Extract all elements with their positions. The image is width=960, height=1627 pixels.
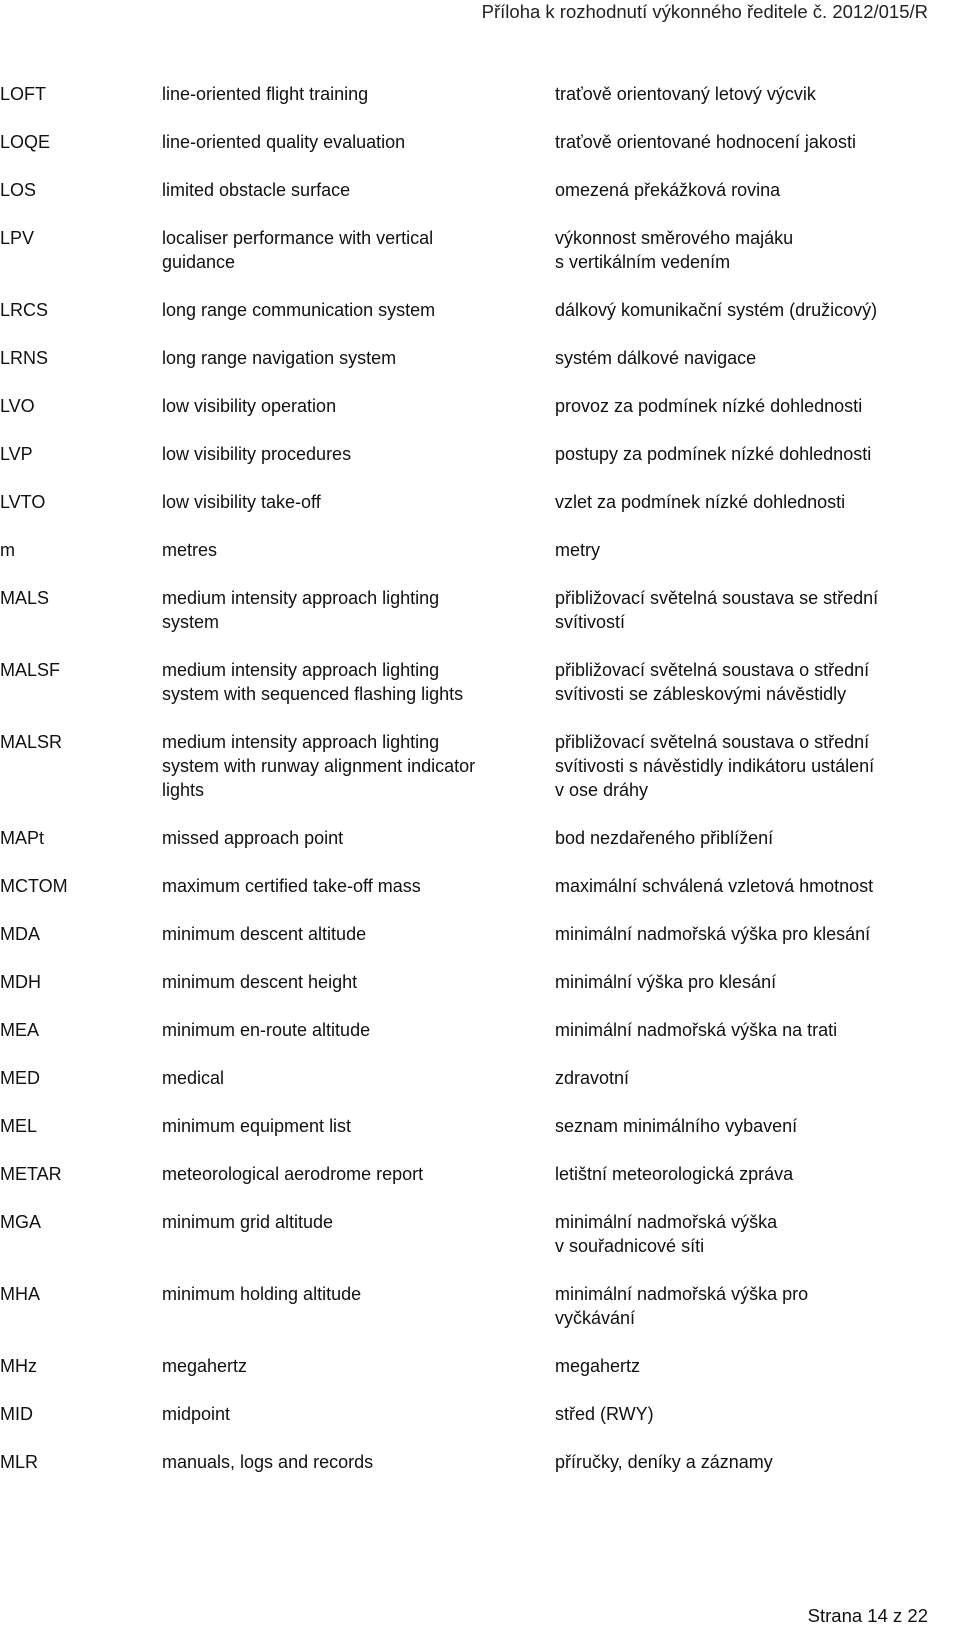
- table-row: [0, 1282, 960, 1354]
- english-term-cell: localiser performance with vertical guidance: [162, 228, 434, 272]
- english-term-cell: medium intensity approach lighting system with sequenced flashing lights: [162, 660, 464, 704]
- abbreviation-cell: MID: [0, 1404, 33, 1424]
- abbreviation-cell: MHz: [0, 1356, 37, 1376]
- czech-term-cell: bod nezdařeného přiblížení: [555, 828, 774, 848]
- table-row: [0, 490, 960, 538]
- table-row: [0, 874, 960, 922]
- table-row: [0, 298, 960, 346]
- abbreviation-cell: MLR: [0, 1452, 39, 1472]
- abbreviation-cell: LVP: [0, 444, 33, 464]
- abbreviation-cell: LPV: [0, 228, 35, 248]
- czech-term-cell: omezená překážková rovina: [555, 180, 781, 200]
- abbreviation-cell: MGA: [0, 1212, 42, 1232]
- abbreviation-cell: MDH: [0, 972, 41, 992]
- abbreviation-cell: MALS: [0, 588, 50, 608]
- english-term-cell: long range communication system: [162, 300, 436, 320]
- abbreviation-table: [0, 82, 960, 1498]
- english-term-cell: metres: [162, 540, 218, 560]
- table-row: [0, 1210, 960, 1282]
- czech-term-cell: výkonnost směrového majáku s vertikálním vedením: [555, 228, 794, 272]
- czech-term-cell: minimální nadmořská výška v souřadnicové síti: [555, 1212, 778, 1256]
- abbreviation-cell: MAPt: [0, 828, 45, 848]
- english-term-cell: medium intensity approach lighting system with runway alignment indicator lights: [162, 732, 476, 800]
- english-term-cell: minimum descent height: [162, 972, 358, 992]
- page-footer: Strana 14 z 22: [807, 1605, 928, 1626]
- abbreviation-cell: MCTOM: [0, 876, 68, 896]
- table-row: [0, 730, 960, 826]
- czech-term-cell: postupy za podmínek nízké dohlednosti: [555, 444, 872, 464]
- czech-term-cell: minimální výška pro klesání: [555, 972, 777, 992]
- czech-term-cell: metry: [555, 540, 600, 560]
- czech-term-cell: přibližovací světelná soustava o střední svítivosti se zábleskovými návěstidly: [555, 660, 870, 704]
- abbreviation-cell: LRCS: [0, 300, 49, 320]
- table-row: [0, 970, 960, 1018]
- english-term-cell: minimum grid altitude: [162, 1212, 334, 1232]
- czech-term-cell: dálkový komunikační systém (družicový): [555, 300, 878, 320]
- czech-term-cell: provoz za podmínek nízké dohlednosti: [555, 396, 863, 416]
- english-term-cell: limited obstacle surface: [162, 180, 351, 200]
- english-term-cell: minimum equipment list: [162, 1116, 352, 1136]
- abbreviation-cell: MEA: [0, 1020, 40, 1040]
- table-row: [0, 658, 960, 730]
- abbreviation-cell: MALSF: [0, 660, 61, 680]
- czech-term-cell: seznam minimálního vybavení: [555, 1116, 798, 1136]
- english-term-cell: megahertz: [162, 1356, 248, 1376]
- abbreviation-cell: LVO: [0, 396, 35, 416]
- english-term-cell: line-oriented flight training: [162, 84, 369, 104]
- table-row: [0, 1066, 960, 1114]
- english-term-cell: minimum descent altitude: [162, 924, 367, 944]
- english-term-cell: medical: [162, 1068, 225, 1088]
- czech-term-cell: minimální nadmořská výška pro klesání: [555, 924, 871, 944]
- czech-term-cell: letištní meteorologická zpráva: [555, 1164, 794, 1184]
- abbreviation-cell: LOS: [0, 180, 37, 200]
- table-row: [0, 1162, 960, 1210]
- table-row: [0, 826, 960, 874]
- abbreviation-cell: MALSR: [0, 732, 63, 752]
- czech-term-cell: vzlet za podmínek nízké dohlednosti: [555, 492, 846, 512]
- czech-term-cell: systém dálkové navigace: [555, 348, 757, 368]
- abbreviation-cell: LOQE: [0, 132, 51, 152]
- table-row: [0, 178, 960, 226]
- english-term-cell: long range navigation system: [162, 348, 397, 368]
- english-term-cell: minimum en-route altitude: [162, 1020, 371, 1040]
- abbreviation-cell: MEL: [0, 1116, 38, 1136]
- english-term-cell: manuals, logs and records: [162, 1452, 374, 1472]
- czech-term-cell: střed (RWY): [555, 1404, 654, 1424]
- table-row: [0, 226, 960, 298]
- czech-term-cell: traťově orientovaný letový výcvik: [555, 84, 816, 104]
- abbreviation-cell: LVTO: [0, 492, 46, 512]
- english-term-cell: minimum holding altitude: [162, 1284, 362, 1304]
- table-row: [0, 1402, 960, 1450]
- english-term-cell: midpoint: [162, 1404, 231, 1424]
- czech-term-cell: traťově orientované hodnocení jakosti: [555, 132, 856, 152]
- page-header: Příloha k rozhodnutí výkonného ředitele č. 2012/015/R: [481, 1, 928, 22]
- abbreviation-cell: MED: [0, 1068, 40, 1088]
- table-row: [0, 442, 960, 490]
- abbreviation-cell: MDA: [0, 924, 40, 944]
- table-row: [0, 394, 960, 442]
- table-row: [0, 1354, 960, 1402]
- abbreviation-cell: LOFT: [0, 84, 47, 104]
- table-row: [0, 586, 960, 658]
- czech-term-cell: minimální nadmořská výška na trati: [555, 1020, 838, 1040]
- czech-term-cell: přibližovací světelná soustava o střední svítivosti s návěstidly indikátoru ustálení v ose dráhy: [555, 732, 875, 800]
- table-row: [0, 922, 960, 970]
- table-row: [0, 130, 960, 178]
- english-term-cell: missed approach point: [162, 828, 344, 848]
- abbreviation-cell: METAR: [0, 1164, 62, 1184]
- table-row: [0, 82, 960, 130]
- abbreviation-cell: m: [0, 540, 15, 560]
- english-term-cell: meteorological aerodrome report: [162, 1164, 424, 1184]
- czech-term-cell: příručky, deníky a záznamy: [555, 1452, 773, 1472]
- english-term-cell: maximum certified take-off mass: [162, 876, 421, 896]
- english-term-cell: low visibility operation: [162, 396, 337, 416]
- czech-term-cell: minimální nadmořská výška pro vyčkávání: [555, 1284, 809, 1328]
- abbreviation-cell: LRNS: [0, 348, 49, 368]
- table-row: [0, 538, 960, 586]
- czech-term-cell: přibližovací světelná soustava se střední svítivostí: [555, 588, 879, 632]
- english-term-cell: low visibility procedures: [162, 444, 352, 464]
- czech-term-cell: maximální schválená vzletová hmotnost: [555, 876, 874, 896]
- english-term-cell: low visibility take-off: [162, 492, 321, 512]
- czech-term-cell: zdravotní: [555, 1068, 630, 1088]
- table-row: [0, 346, 960, 394]
- english-term-cell: line-oriented quality evaluation: [162, 132, 406, 152]
- table-row: [0, 1018, 960, 1066]
- table-row: [0, 1450, 960, 1498]
- abbreviation-cell: MHA: [0, 1284, 40, 1304]
- table-row: [0, 1114, 960, 1162]
- czech-term-cell: megahertz: [555, 1356, 641, 1376]
- english-term-cell: medium intensity approach lighting system: [162, 588, 440, 632]
